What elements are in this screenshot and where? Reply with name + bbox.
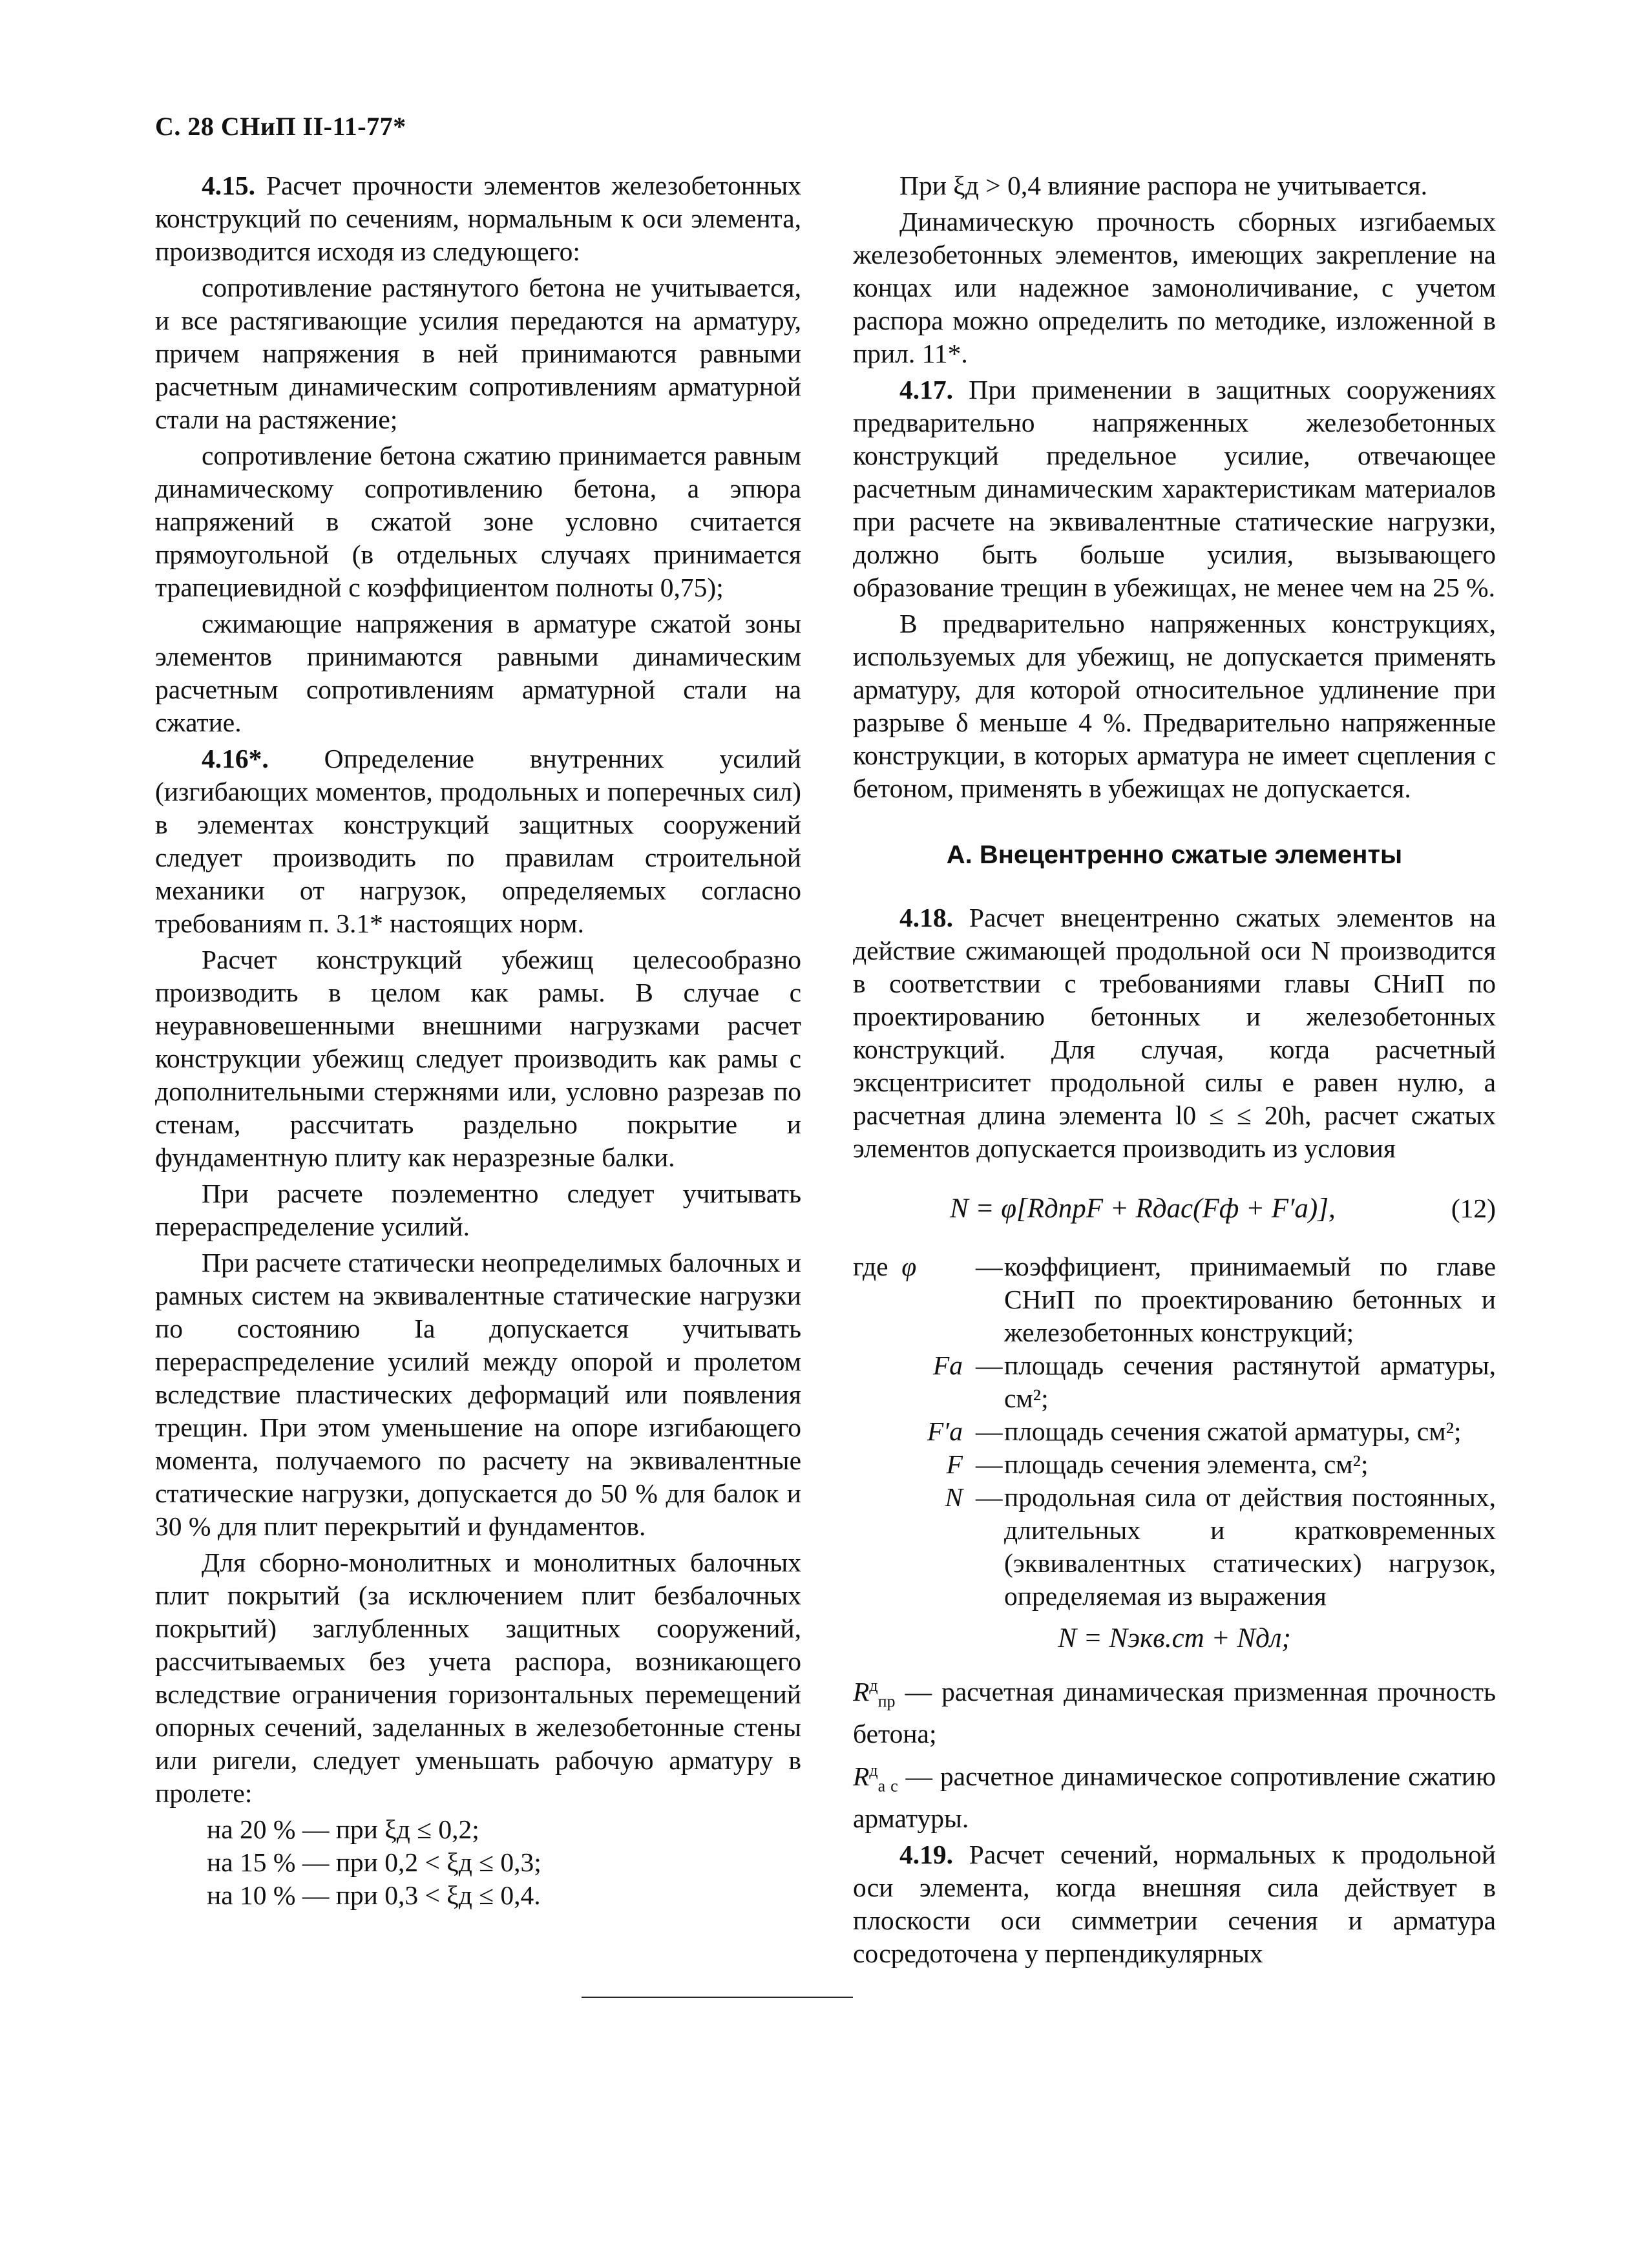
- scan-line: [582, 1997, 853, 1998]
- paragraph: Расчет конструкций убежищ целесообразно производить в целом как рамы. В случае с неуравновешенными внешними нагрузками расчет конструкции убежищ следует производить как рамы с дополнительными стержнями или, условно разрезав по стенам, рассчитать раздельно покрытие и фундаментную плиту как неразрезные балки.: [155, 945, 801, 1172]
- formula-12: [853, 1192, 1496, 1231]
- definition-symbol: F: [946, 1449, 963, 1479]
- definition-text: площадь сечения элемента, см²;: [1004, 1449, 1369, 1479]
- paragraph: При ξд > 0,4 влияние распора не учитывается.: [899, 171, 1427, 200]
- clause-4-17: [853, 373, 1496, 604]
- left-column: [155, 169, 801, 1912]
- definition-text: продольная сила от действия постоянных, длительных и кратковременных (эквивалентных статических) нагрузок, определяемая из выражения: [1004, 1482, 1496, 1611]
- definition-rac: [853, 1754, 1496, 1835]
- formula-number: (12): [1451, 1193, 1496, 1223]
- clause-number: 4.19.: [899, 1840, 953, 1870]
- definition-rpr: [853, 1669, 1496, 1750]
- definition-row: Fа — площадь сечения растянутой арматуры, см²;: [853, 1349, 1496, 1415]
- clause-text: Расчет прочности элементов железобетонных конструкций по сечениям, нормальным к оси элемента, производится исходя из следующего:: [155, 171, 801, 266]
- definition-text: площадь сечения сжатой арматуры, см²;: [1004, 1416, 1462, 1446]
- rpr-symbol: $R^д_{пр}$: [853, 1676, 896, 1711]
- paragraph: Динамическую прочность сборных изгибаемых железобетонных элементов, имеющих закрепление на концах или надежное замоноличивание, с учетом распора можно определить по методике, изложенной в прил. 11*.: [853, 207, 1496, 368]
- reduction-item: на 10 % — при 0,3 < ξд ≤ 0,4.: [207, 1880, 541, 1910]
- definition-row: N — продольная сила от действия постоянных, длительных и кратковременных (эквивалентных статических) нагрузок, определяемая из выражения: [853, 1481, 1496, 1613]
- definition-row: где φ — коэффициент, принимаемый по главе СНиП по проектированию бетонных и железобетонных конструкций;: [853, 1250, 1496, 1349]
- clause-text: При применении в защитных сооружениях предварительно напряженных железобетонных конструкций предельное усилие, отвечающее расчетным динамическим характеристикам материалов при расчете на эквивалентные статические нагрузки, должно быть больше усилия, вызывающего образование трещин в убежищах, не менее чем на 25 %.: [853, 375, 1496, 602]
- condition-item: сопротивление бетона сжатию принимается равным динамическому сопротивлению бетона, а эпюра напряжений в сжатой зоне условно считается прямоугольной (в отдельных случаях принимается трапециевидной с коэффициентом полноты 0,75);: [155, 441, 801, 602]
- condition-item: сжимающие напряжения в арматуре сжатой зоны элементов принимаются равными динамическим расчетным сопротивлениям арматурной стали на сжатие.: [155, 609, 801, 737]
- clause-number: 4.17.: [899, 375, 953, 404]
- formula-n: N = Nэкв.ст + Nдл;: [1058, 1623, 1291, 1654]
- clause-4-18: [853, 901, 1496, 1165]
- definition-row: F′а — площадь сечения сжатой арматуры, см²;: [853, 1415, 1496, 1448]
- formula-expression: N = φ[RдпрF + Rдас(Fф + F′а)],: [950, 1193, 1336, 1224]
- clause-number: 4.18.: [899, 903, 953, 932]
- paragraph: При расчете статически неопределимых балочных и рамных систем на эквивалентные статические нагрузки по состоянию Iа допускается учитывать перераспределение усилий между опорой и пролетом вследствие пластических деформаций или появления трещин. При этом уменьшение на опоре изгибающего момента, получаемого по расчету на эквивалентные статические нагрузки, допускается до 50 % для балок и 30 % для плит перекрытий и фундаментов.: [155, 1248, 801, 1541]
- clause-text: Определение внутренних усилий (изгибающих моментов, продольных и поперечных сил) в элементах конструкций защитных сооружений следует производить по правилам строительной механики от нагрузок, определяемых согласно требованиям п. 3.1* настоящих норм.: [155, 744, 801, 938]
- page-header: С. 28 СНиП II-11-77*: [155, 112, 406, 141]
- clause-number: 4.16*.: [202, 744, 269, 773]
- definition-text: площадь сечения растянутой арматуры, см²;: [1004, 1350, 1496, 1413]
- clause-4-15: [155, 169, 801, 268]
- rac-symbol: $R^д_{а с}$: [853, 1761, 898, 1796]
- clause-text: Расчет сечений, нормальных к продольной оси элемента, когда внешняя сила действует в плоскости оси симметрии сечения и арматура сосредоточена у перпендикулярных: [853, 1840, 1496, 1969]
- right-column: [853, 169, 1496, 1973]
- definition-symbol: Fа: [932, 1350, 963, 1380]
- definition-row: F — площадь сечения элемента, см²;: [853, 1448, 1496, 1481]
- definition-symbol: N: [945, 1482, 963, 1512]
- definition-symbol: φ: [901, 1252, 917, 1281]
- reduction-item: на 20 % — при ξд ≤ 0,2;: [207, 1814, 479, 1844]
- clause-4-16: [155, 742, 801, 940]
- paragraph: При расчете поэлементно следует учитывать перераспределение усилий.: [155, 1179, 801, 1241]
- definition-text: — расчетная динамическая призменная прочность бетона;: [853, 1676, 1496, 1749]
- reduction-item: на 15 % — при 0,2 < ξд ≤ 0,3;: [207, 1847, 541, 1877]
- paragraph: Для сборно-монолитных и монолитных балочных плит покрытий (за исключением плит безбалочных покрытий) заглубленных защитных сооружений, рассчитываемых без учета распора, возникающего вследствие ограничения горизонтальных перемещений опорных сечений, заделанных в железобетонные стены или ригели, следует уменьшать рабочую арматуру в пролете:: [155, 1548, 801, 1808]
- clause-4-19: [853, 1838, 1496, 1970]
- definitions-table: [853, 1250, 1496, 1613]
- where-label: где: [853, 1252, 888, 1281]
- reduction-list: [155, 1813, 801, 1912]
- definition-symbol: F′а: [927, 1416, 963, 1446]
- clause-number: 4.15.: [202, 171, 255, 200]
- definition-text: коэффициент, принимаемый по главе СНиП по проектированию бетонных и железобетонных конструкций;: [1004, 1252, 1496, 1347]
- definition-text: — расчетное динамическое сопротивление сжатию арматуры.: [853, 1761, 1496, 1834]
- section-title: А. Внецентренно сжатые элементы: [946, 841, 1403, 869]
- paragraph: В предварительно напряженных конструкциях, используемых для убежищ, не допускается применять арматуру, для которой относительное удлинение при разрыве δ меньше 4 %. Предварительно напряженные конструкции, в которых арматура не имеет сцепления с бетоном, применять в убежищах не допускается.: [853, 609, 1496, 803]
- clause-text: Расчет внецентренно сжатых элементов на действие сжимающей продольной оси N производится в соответствии с требованиями главы СНиП по проектированию бетонных и железобетонных конструкций. Для случая, когда расчетный эксцентриситет продольной силы e равен нулю, а расчетная длина элемента l0 ≤ ≤ 20h, расчет сжатых элементов допускается производить из условия: [853, 903, 1496, 1163]
- condition-item: сопротивление растянутого бетона не учитывается, и все растягивающие усилия передаются на арматуру, причем напряжения в ней принимаются равными расчетным динамическим сопротивлениям арматурной стали на растяжение;: [155, 273, 801, 434]
